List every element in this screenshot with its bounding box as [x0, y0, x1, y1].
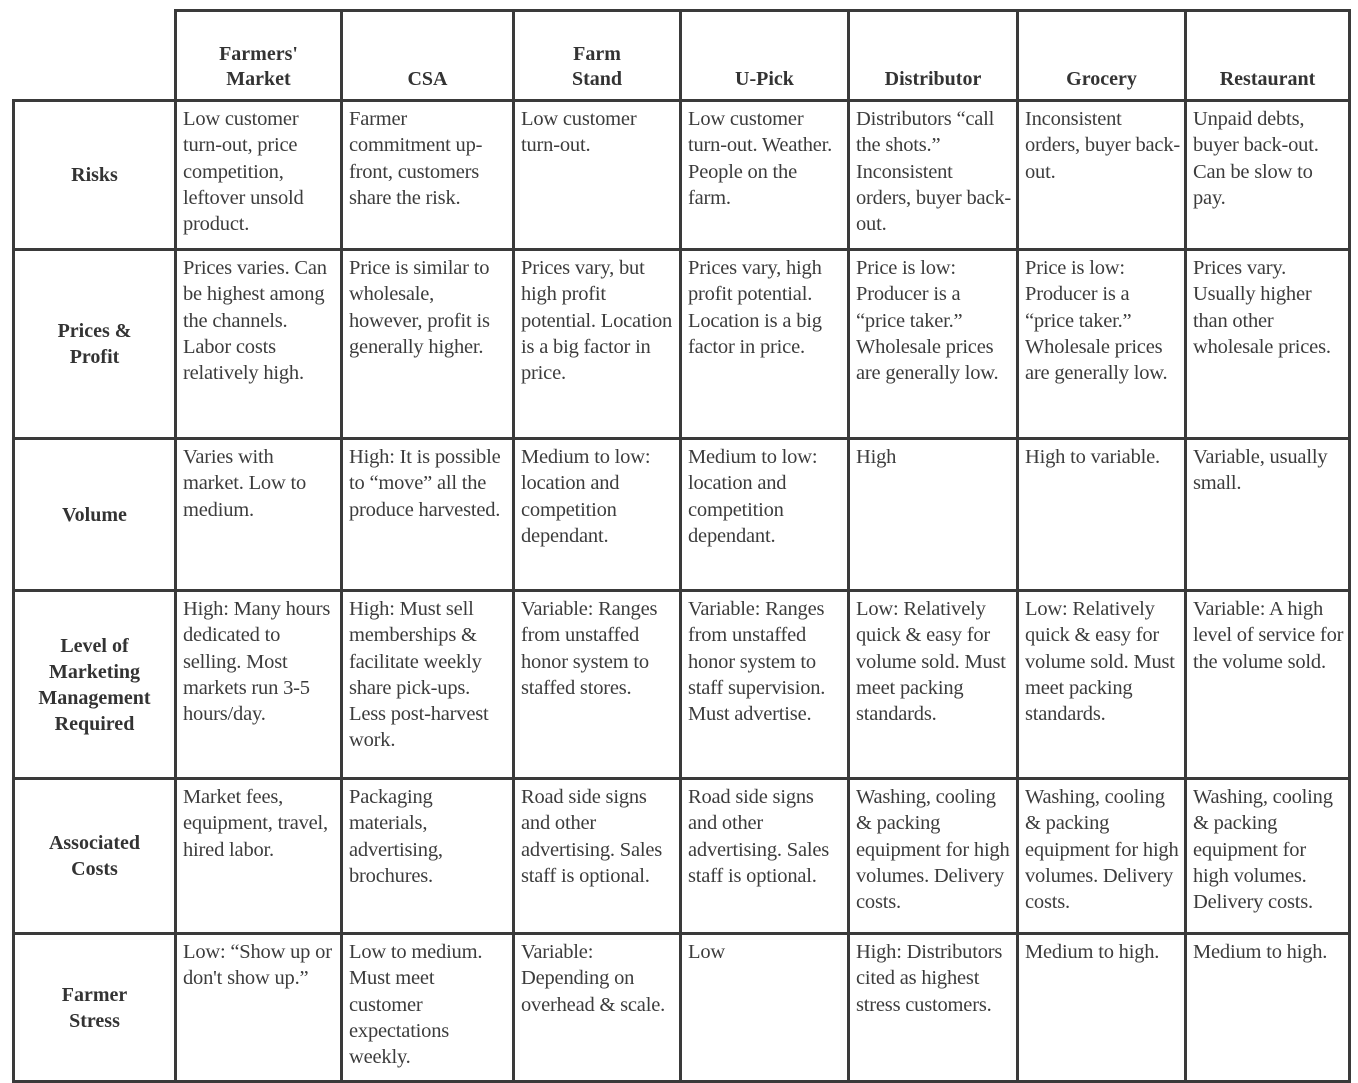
table-row-volume [14, 439, 1350, 591]
table-cell: Farmer commitment up- front, customers share the risk. [342, 101, 514, 250]
column-header-u-pick: U-Pick [681, 11, 849, 101]
table-cell: Prices varies. Can be highest among the channels. Labor costs relatively high. [176, 250, 342, 439]
header-row [14, 11, 1350, 101]
table-row-marketing-management [14, 591, 1350, 779]
row-header-marketing-management: Level of Marketing Management Required [14, 591, 176, 779]
table-cell: Low to medium. Must meet customer expectations weekly. [342, 934, 514, 1082]
table-cell: Distributors “call the shots.” Inconsistent orders, buyer back-out. [849, 101, 1018, 250]
table-cell: Market fees, equipment, travel, hired labor. [176, 779, 342, 934]
row-header-farmer-stress: Farmer Stress [14, 934, 176, 1082]
table-cell: Road side signs and other advertising. Sales staff is optional. [681, 779, 849, 934]
column-header-csa: CSA [342, 11, 514, 101]
table-cell: Price is low: Producer is a “price taker.” Wholesale prices are generally low. [849, 250, 1018, 439]
column-header-restaurant: Restaurant [1186, 11, 1350, 101]
row-header-risks: Risks [14, 101, 176, 250]
table-cell: High: Distributors cited as highest stress customers. [849, 934, 1018, 1082]
table-cell: Variable: Ranges from unstaffed honor system to staff supervision. Must advertise. [681, 591, 849, 779]
table-cell: Low: Relatively quick & easy for volume sold. Must meet packing standards. [1018, 591, 1186, 779]
table-cell: Price is low: Producer is a “price taker.” Wholesale prices are generally low. [1018, 250, 1186, 439]
table-cell: Medium to high. [1018, 934, 1186, 1082]
column-header-farmers-market: Farmers' Market [176, 11, 342, 101]
table-row-prices-profit [14, 250, 1350, 439]
corner-cell [14, 11, 176, 101]
marketing-channels-table [12, 9, 1351, 1083]
table-row-risks [14, 101, 1350, 250]
column-header-grocery: Grocery [1018, 11, 1186, 101]
table-cell: Prices vary, high profit potential. Location is a big factor in price. [681, 250, 849, 439]
table-cell: Inconsistent orders, buyer back-out. [1018, 101, 1186, 250]
row-header-volume: Volume [14, 439, 176, 591]
table-cell: Medium to low: location and competition dependant. [514, 439, 681, 591]
table-cell: Varies with market. Low to medium. [176, 439, 342, 591]
table-cell: Medium to low: location and competition dependant. [681, 439, 849, 591]
table-cell: High: Many hours dedicated to selling. Most markets run 3-5 hours/day. [176, 591, 342, 779]
table-cell: Washing, cooling & packing equipment for high volumes. Delivery costs. [1018, 779, 1186, 934]
table-cell: Low [681, 934, 849, 1082]
table-row-associated-costs [14, 779, 1350, 934]
table-cell: Low: “Show up or don't show up.” [176, 934, 342, 1082]
table-cell: Prices vary, but high profit potential. Location is a big factor in price. [514, 250, 681, 439]
table-cell: Medium to high. [1186, 934, 1350, 1082]
table-cell: High: Must sell memberships & facilitate weekly share pick-ups. Less post-harvest work. [342, 591, 514, 779]
table-cell: Low: Relatively quick & easy for volume sold. Must meet packing standards. [849, 591, 1018, 779]
table-cell: Variable: Depending on overhead & scale. [514, 934, 681, 1082]
table-cell: Washing, cooling & packing equipment for high volumes. Delivery costs. [1186, 779, 1350, 934]
table-cell: Prices vary. Usually higher than other wholesale prices. [1186, 250, 1350, 439]
table-cell: Washing, cooling & packing equipment for high volumes. Delivery costs. [849, 779, 1018, 934]
table-cell: Low customer turn-out, price competition, leftover unsold product. [176, 101, 342, 250]
table-cell: Price is similar to wholesale, however, profit is generally higher. [342, 250, 514, 439]
table-cell: Variable: A high level of service for the volume sold. [1186, 591, 1350, 779]
table-cell: Unpaid debts, buyer back-out. Can be slow to pay. [1186, 101, 1350, 250]
table-cell: Low customer turn-out. [514, 101, 681, 250]
table-cell: High to variable. [1018, 439, 1186, 591]
row-header-associated-costs: Associated Costs [14, 779, 176, 934]
table-cell: Variable: Ranges from unstaffed honor system to staffed stores. [514, 591, 681, 779]
table-row-farmer-stress [14, 934, 1350, 1082]
table-cell: Road side signs and other advertising. Sales staff is optional. [514, 779, 681, 934]
row-header-prices-profit: Prices & Profit [14, 250, 176, 439]
table-cell: Low customer turn-out. Weather. People on the farm. [681, 101, 849, 250]
table-cell: High: It is possible to “move” all the produce harvested. [342, 439, 514, 591]
column-header-farm-stand: Farm Stand [514, 11, 681, 101]
table-cell: High [849, 439, 1018, 591]
table-cell: Packaging materials, advertising, brochures. [342, 779, 514, 934]
column-header-distributor: Distributor [849, 11, 1018, 101]
table-cell: Variable, usually small. [1186, 439, 1350, 591]
